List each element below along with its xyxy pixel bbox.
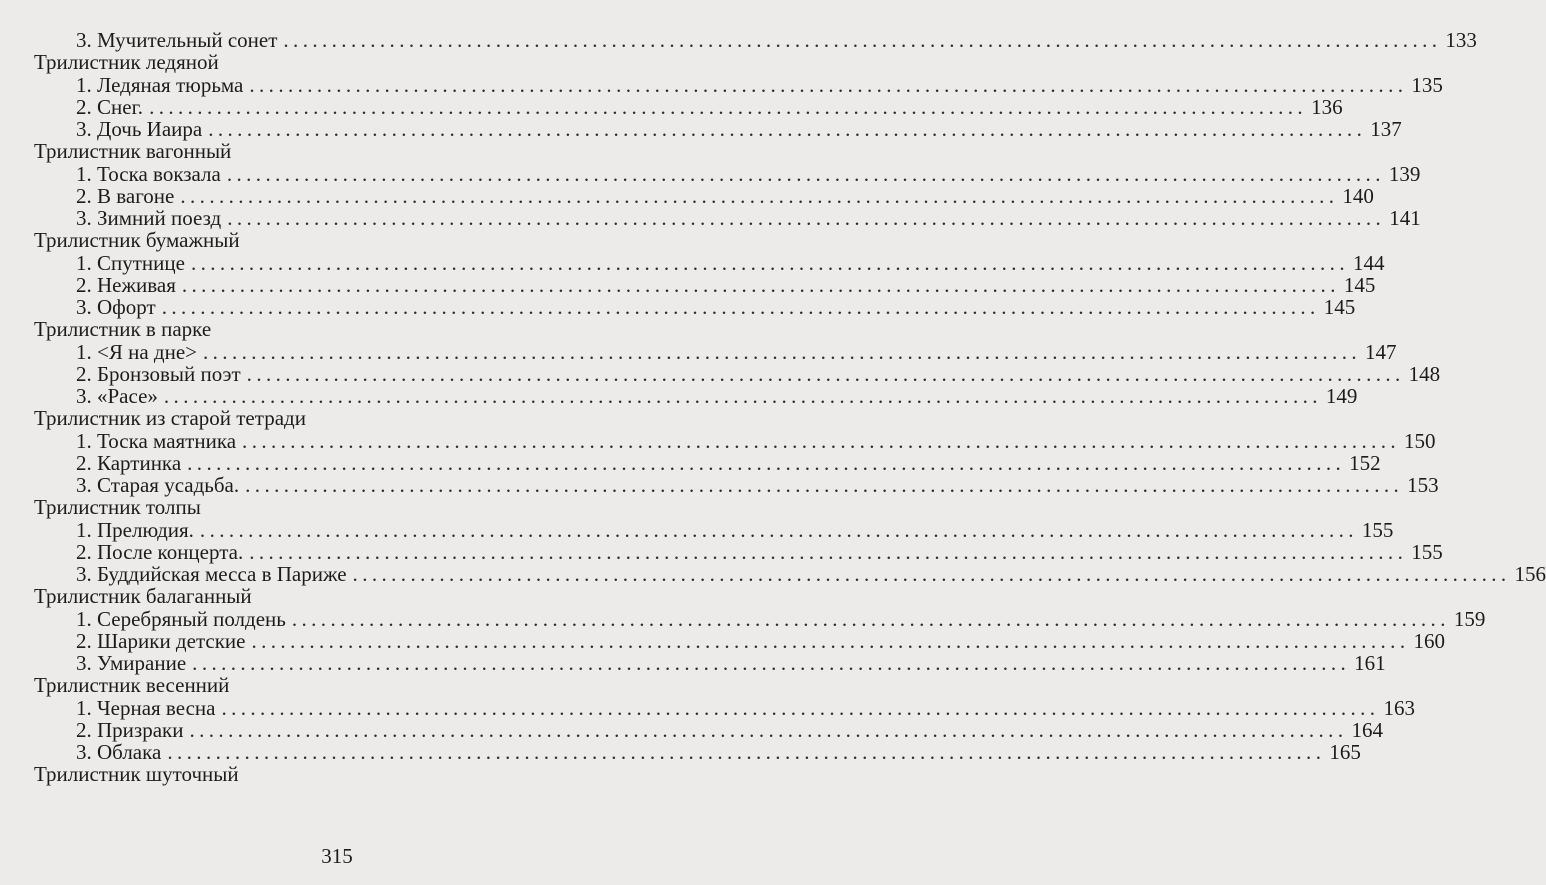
entry-page-number: 161	[1354, 651, 1386, 675]
toc-entry	[76, 272, 1376, 297]
entry-title: 2. Картинка	[76, 450, 182, 475]
dot-leader: ........................................................................................................................	[249, 539, 1408, 564]
entry-page-number: 147	[1365, 339, 1397, 364]
entry-title: 3. Зимний поезд	[76, 206, 222, 230]
entry-title: 2. Призраки	[76, 717, 184, 742]
dot-leader: ........................................................................................................................	[167, 740, 1326, 764]
toc-entry	[76, 206, 1421, 230]
entry-page-number: 145	[1323, 295, 1356, 319]
entry-title: 2. Снег.	[76, 94, 144, 119]
entry-page-number: 139	[1388, 161, 1421, 186]
entry-title: 3. Умирание	[76, 651, 187, 675]
entry-title: 1. Тоска маятника	[76, 428, 237, 453]
dot-leader: ........................................................................................................................	[163, 384, 1322, 408]
entry-title: 1. Спутнице	[76, 250, 185, 275]
entry-page-number: 136	[1311, 94, 1343, 119]
entry-title: 1. Черная весна	[76, 695, 216, 720]
dot-leader: ........................................................................................................................	[221, 695, 1380, 720]
toc-entry	[76, 117, 1402, 141]
entry-title: 2. Неживая	[76, 272, 176, 297]
entry-title: 2. Шарики детские	[76, 628, 246, 653]
entry-title: 3. Старая усадьба.	[76, 473, 240, 497]
entry-title: 3. Буддийская месса в Париже	[76, 562, 347, 586]
toc-entry	[76, 72, 1443, 97]
entry-title: 1. <Я на дне>	[76, 339, 197, 364]
section-heading: Трилистник шуточный	[34, 762, 239, 787]
dot-leader: ........................................................................................................................	[203, 339, 1361, 364]
toc-entry	[76, 539, 1443, 564]
entry-page-number: 144	[1352, 250, 1385, 275]
entry-page-number: 145	[1343, 272, 1376, 297]
toc-entry	[76, 161, 1421, 186]
entry-page-number: 133	[1445, 28, 1477, 52]
dot-leader: ........................................................................................................................	[192, 651, 1351, 675]
toc-entry	[76, 428, 1436, 453]
toc-entry	[76, 384, 1358, 408]
entry-title: 3. Мучительный сонет	[76, 28, 278, 52]
dot-leader: ........................................................................................................................	[245, 473, 1404, 497]
entry-page-number: 156	[1514, 562, 1546, 586]
section-heading: Трилистник весенний	[34, 673, 230, 698]
entry-title: 2. В вагоне	[76, 183, 175, 208]
section-heading: Трилистник бумажный	[34, 228, 240, 253]
page-number: 315	[321, 844, 353, 868]
entry-title: 1. Прелюдия.	[76, 517, 194, 542]
entry-page-number: 159	[1453, 606, 1486, 631]
toc-entry	[76, 651, 1386, 675]
entry-title: 1. Ледяная тюрьма	[76, 72, 244, 97]
entry-page-number: 148	[1408, 361, 1441, 386]
toc-entry	[76, 717, 1383, 742]
entry-page-number: 152	[1349, 450, 1381, 475]
toc-entry	[76, 606, 1486, 631]
dot-leader: ........................................................................................................................	[283, 28, 1442, 52]
entry-page-number: 141	[1389, 206, 1421, 230]
dot-leader: ........................................................................................................................	[180, 183, 1339, 208]
entry-title: 1. Серебряный полдень	[76, 606, 286, 631]
dot-leader: ........................................................................................................................	[251, 628, 1410, 653]
toc-entry	[76, 628, 1445, 653]
toc-entry	[76, 450, 1381, 475]
entry-title: 2. Бронзовый поэт	[76, 361, 241, 386]
toc-entry	[76, 94, 1343, 119]
toc-entry	[76, 562, 1546, 586]
section-heading: Трилистник толпы	[34, 495, 201, 520]
toc-entry	[76, 339, 1397, 364]
entry-page-number: 163	[1383, 695, 1415, 720]
section-heading: Трилистник балаганный	[34, 584, 252, 609]
entry-title: 3. Облака	[76, 740, 162, 764]
toc-entry	[76, 361, 1441, 386]
dot-leader: ........................................................................................................................	[227, 206, 1386, 230]
dot-leader: ........................................................................................................................	[190, 250, 1349, 275]
toc-entry	[76, 695, 1415, 720]
toc-entry	[76, 250, 1385, 275]
entry-title: 3. «Расе»	[76, 384, 158, 408]
entry-title: 3. Офорт	[76, 295, 156, 319]
entry-title: 2. После концерта.	[76, 539, 244, 564]
toc-entry	[76, 517, 1394, 542]
entry-page-number: 153	[1407, 473, 1439, 497]
entry-page-number: 140	[1342, 183, 1374, 208]
toc-entry	[76, 473, 1439, 497]
section-heading: Трилистник вагонный	[34, 139, 232, 164]
dot-leader: ........................................................................................................................	[199, 517, 1358, 542]
section-heading: Трилистник из старой тетради	[34, 406, 306, 431]
section-heading: Трилистник в парке	[34, 317, 212, 342]
dot-leader: ........................................................................................................................	[208, 117, 1367, 141]
entry-page-number: 150	[1404, 428, 1436, 453]
dot-leader: ........................................................................................................................	[226, 161, 1385, 186]
toc-entry	[76, 295, 1356, 319]
dot-leader: ........................................................................................................................	[246, 361, 1405, 386]
dot-leader: ........................................................................................................................	[242, 428, 1401, 453]
toc-entry	[76, 28, 1477, 52]
dot-leader: ........................................................................................................................	[249, 72, 1408, 97]
section-heading: Трилистник ледяной	[34, 50, 219, 75]
dot-leader: ........................................................................................................................	[189, 717, 1348, 742]
toc-entry	[76, 183, 1374, 208]
entry-page-number: 155	[1411, 539, 1443, 564]
entry-page-number: 149	[1325, 384, 1358, 408]
dot-leader: ........................................................................................................................	[161, 295, 1320, 319]
entry-page-number: 137	[1370, 117, 1402, 141]
dot-leader: ........................................................................................................................	[352, 562, 1511, 586]
entry-page-number: 165	[1329, 740, 1361, 764]
entry-title: 3. Дочь Иаира	[76, 117, 203, 141]
dot-leader: ........................................................................................................................	[187, 450, 1346, 475]
entry-page-number: 160	[1413, 628, 1445, 653]
entry-title: 1. Тоска вокзала	[76, 161, 221, 186]
toc-entry	[76, 740, 1361, 764]
dot-leader: ........................................................................................................................	[181, 272, 1340, 297]
dot-leader: ........................................................................................................................	[291, 606, 1450, 631]
entry-page-number: 164	[1351, 717, 1383, 742]
entry-page-number: 135	[1411, 72, 1443, 97]
entry-page-number: 155	[1361, 517, 1394, 542]
dot-leader: ........................................................................................................................	[149, 94, 1308, 119]
